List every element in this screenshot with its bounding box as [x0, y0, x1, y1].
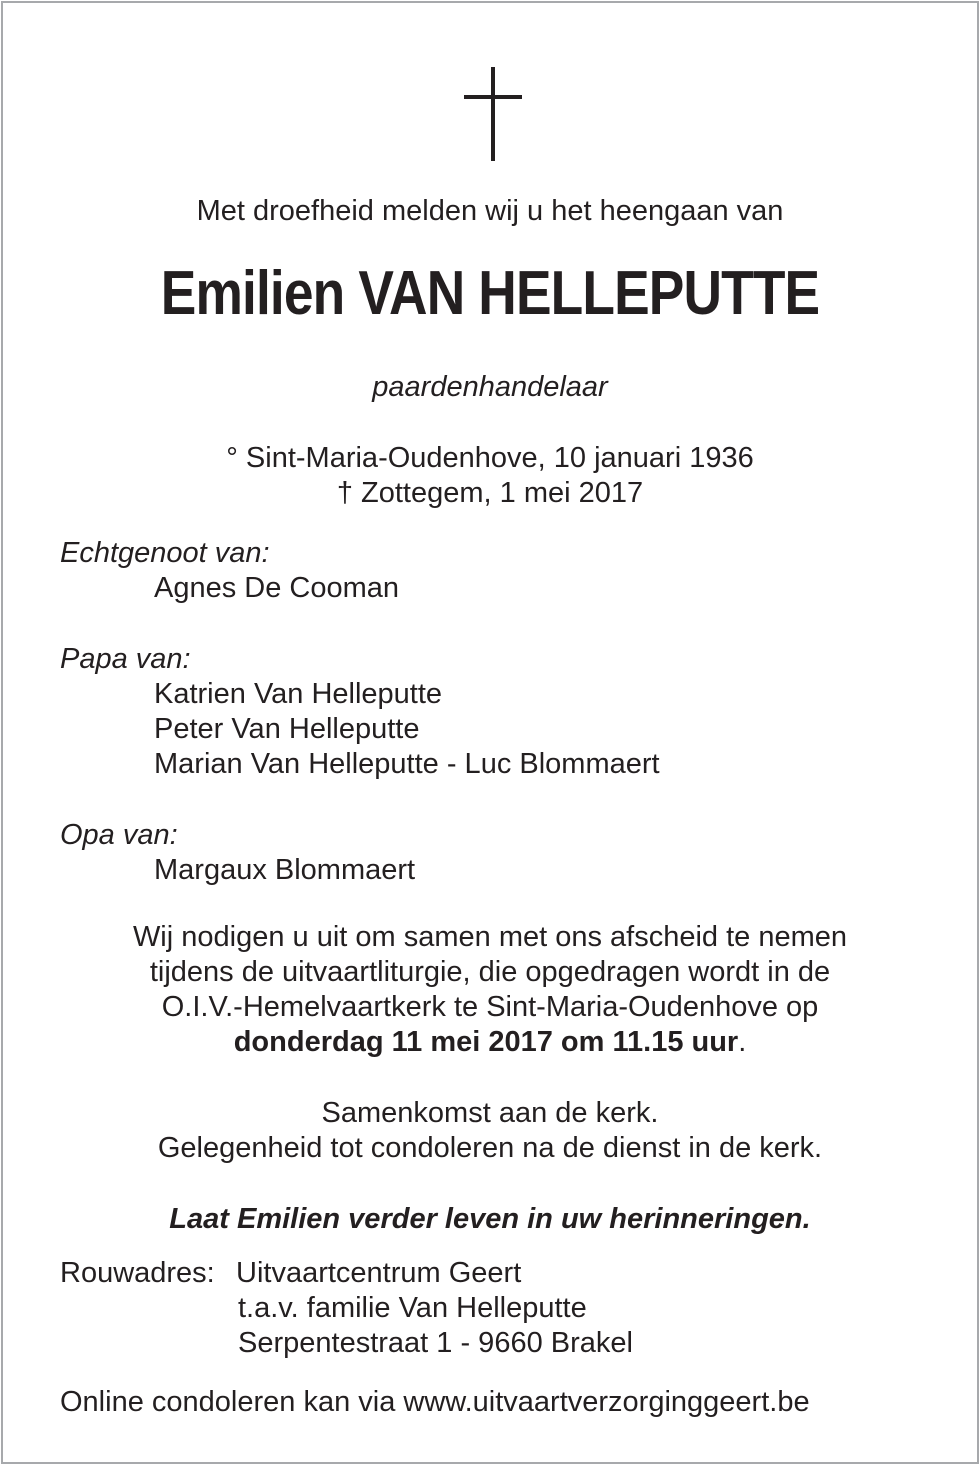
address-label: Rouwadres:: [60, 1257, 215, 1289]
grandchildren-label: Opa van:: [60, 819, 178, 851]
spouse-label: Echtgenoot van:: [60, 537, 270, 569]
gathering-line: Samenkomst aan de kerk.: [321, 1097, 659, 1129]
child-name: Marian Van Helleputte - Luc Blommaert: [154, 748, 660, 780]
address-line: t.a.v. familie Van Helleputte: [238, 1292, 587, 1324]
child-name: Peter Van Helleputte: [154, 713, 420, 745]
deceased-name: Emilien VAN HELLEPUTTE: [160, 259, 820, 328]
spouse-name: Agnes De Cooman: [154, 572, 400, 604]
obituary-card: [1, 1, 979, 1464]
invitation-line: tijdens de uitvaartliturgie, die opgedragen wordt in de: [149, 956, 831, 988]
address-line: Uitvaartcentrum Geert: [236, 1257, 522, 1289]
birth-line: ° Sint-Maria-Oudenhove, 10 januari 1936: [226, 442, 754, 474]
intro-text: Met droefheid melden wij u het heengaan van: [196, 195, 784, 227]
cross-icon: [464, 67, 522, 163]
online-condolence-text: Online condoleren kan via www.uitvaartverzorginggeert.be: [60, 1386, 810, 1418]
invitation-line: O.I.V.-Hemelvaartkerk te Sint-Maria-Oudenhove op: [161, 991, 819, 1023]
service-datetime: donderdag 11 mei 2017 om 11.15 uur: [233, 1026, 739, 1058]
child-name: Katrien Van Helleputte: [154, 678, 443, 710]
occupation: paardenhandelaar: [372, 371, 608, 403]
invitation-line: Wij nodigen u uit om samen met ons afscheid te nemen: [132, 921, 848, 953]
children-label: Papa van:: [60, 643, 191, 675]
closing-sentence: Laat Emilien verder leven in uw herinneringen.: [169, 1203, 811, 1235]
grandchild-name: Margaux Blommaert: [154, 854, 416, 886]
address-line: Serpentestraat 1 - 9660 Brakel: [238, 1327, 633, 1359]
service-datetime-line: [3, 1025, 977, 1060]
death-line: † Zottegem, 1 mei 2017: [336, 477, 644, 509]
service-datetime-suffix: .: [738, 1026, 747, 1058]
gathering-line: Gelegenheid tot condoleren na de dienst in de kerk.: [157, 1132, 823, 1164]
